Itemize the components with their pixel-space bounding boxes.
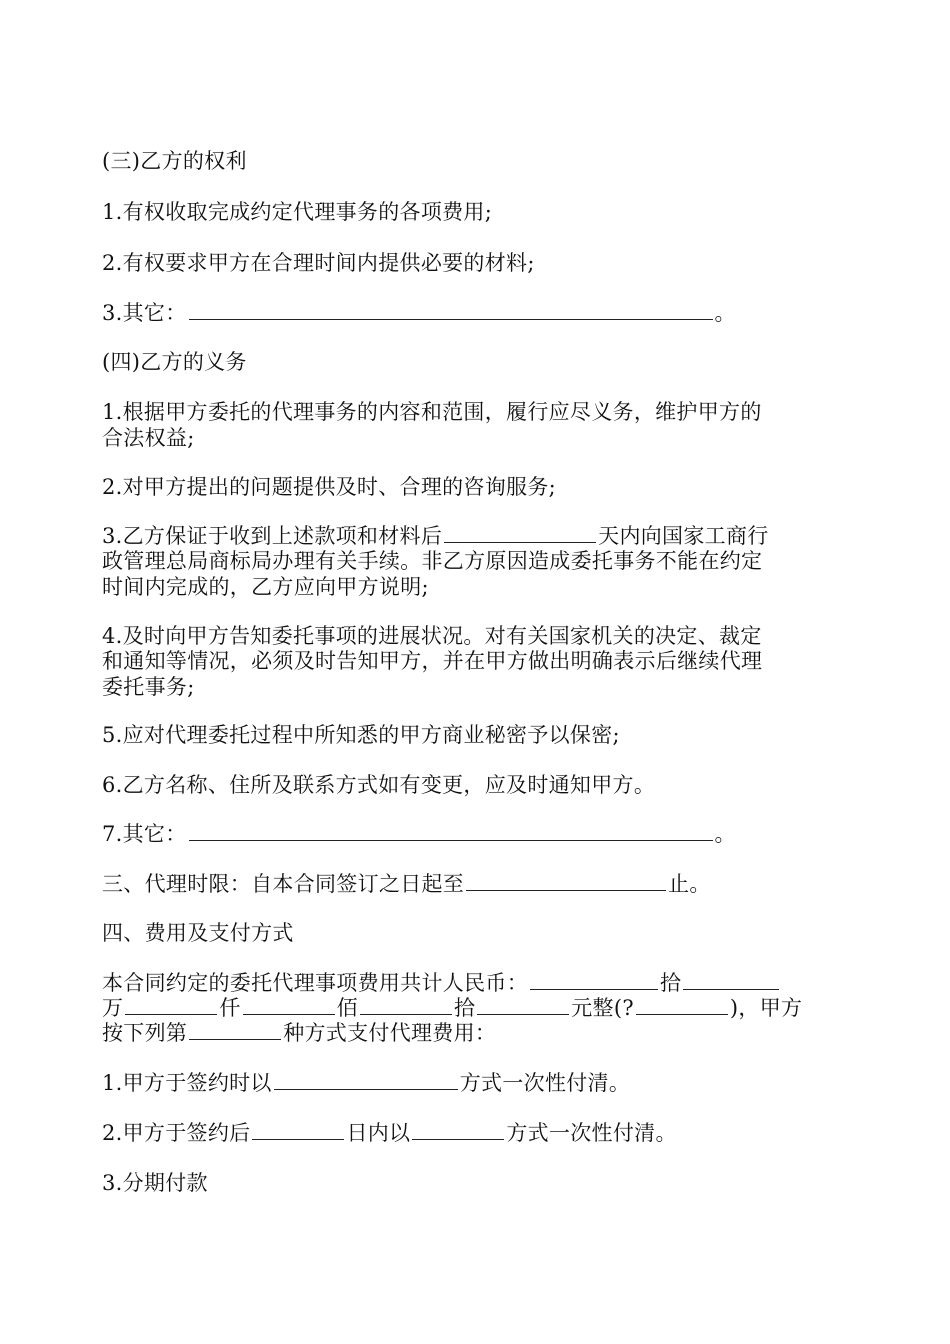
text: 佰 xyxy=(336,996,358,1020)
rights-item-3 xyxy=(102,300,736,326)
section-heading-duties xyxy=(102,349,247,375)
duties-item-4-line-1 xyxy=(102,623,762,649)
blank-field[interactable] xyxy=(189,301,713,320)
duties-item-1-line-1 xyxy=(102,399,762,425)
payment-option-3 xyxy=(102,1170,208,1196)
text: 3.分期付款 xyxy=(102,1171,208,1195)
text: 1.甲方于签约时以 xyxy=(102,1071,272,1095)
fees-paragraph-line-1 xyxy=(102,970,781,996)
blank-field[interactable] xyxy=(466,872,666,891)
text: 委托事务; xyxy=(102,675,195,699)
text: 1.根据甲方委托的代理事务的内容和范围，履行应尽义务，维护甲方的 xyxy=(102,400,762,424)
text: 7.其它： xyxy=(102,822,187,846)
text: 2.甲方于签约后 xyxy=(102,1121,251,1145)
blank-field[interactable] xyxy=(252,1121,344,1140)
term-clause xyxy=(102,871,711,897)
text: (三)乙方的权利 xyxy=(102,149,247,173)
text: 拾 xyxy=(453,996,476,1020)
blank-field[interactable] xyxy=(274,1071,458,1090)
text: 止。 xyxy=(668,872,711,896)
text: 按下列第 xyxy=(102,1021,188,1045)
duties-item-7 xyxy=(102,821,736,847)
text: )，甲方 xyxy=(729,996,803,1020)
text: 2.有权要求甲方在合理时间内提供必要的材料; xyxy=(102,251,535,275)
rights-item-2 xyxy=(102,250,535,276)
text: 。 xyxy=(714,301,736,325)
text: 天内向国家工商行 xyxy=(598,524,769,548)
duties-item-4-line-2 xyxy=(102,648,762,674)
text: 拾 xyxy=(660,971,682,995)
blank-field[interactable] xyxy=(683,971,779,990)
blank-field[interactable] xyxy=(189,1021,281,1040)
blank-field[interactable] xyxy=(444,524,596,543)
section-heading-fees xyxy=(102,920,294,946)
text: 合法权益; xyxy=(102,426,195,450)
text: 1.有权收取完成约定代理事务的各项费用; xyxy=(102,200,493,224)
text: 政管理总局商标局办理有关手续。非乙方原因造成委托事务不能在约定 xyxy=(102,549,763,573)
duties-item-3-line-2 xyxy=(102,548,762,574)
text: 2.对甲方提出的问题提供及时、合理的咨询服务; xyxy=(102,475,557,499)
text: 6.乙方名称、住所及联系方式如有变更，应及时通知甲方。 xyxy=(102,773,656,797)
text: 日内以 xyxy=(346,1121,411,1145)
text: 5.应对代理委托过程中所知悉的甲方商业秘密予以保密; xyxy=(102,723,620,747)
text: 种方式支付代理费用： xyxy=(283,1021,497,1045)
text: 仟 xyxy=(219,996,241,1020)
rights-item-1 xyxy=(102,199,492,225)
duties-item-6 xyxy=(102,772,655,798)
text: (四)乙方的义务 xyxy=(102,350,247,374)
text: 。 xyxy=(714,822,736,846)
blank-field[interactable] xyxy=(360,996,452,1015)
blank-field[interactable] xyxy=(125,996,217,1015)
text: 方式一次性付清。 xyxy=(459,1071,631,1095)
duties-item-3-line-3 xyxy=(102,574,429,600)
text: 本合同约定的委托代理事项费用共计人民币： xyxy=(102,971,528,995)
text: 4.及时向甲方告知委托事项的进展状况。对有关国家机关的决定、裁定 xyxy=(102,624,762,648)
text: 时间内完成的，乙方应向甲方说明; xyxy=(102,575,429,599)
text: 3.其它： xyxy=(102,301,187,325)
duties-item-2 xyxy=(102,474,556,500)
text: 和通知等情况，必须及时告知甲方，并在甲方做出明确表示后继续代理 xyxy=(102,649,763,673)
text: 四、费用及支付方式 xyxy=(102,921,294,945)
duties-item-1-line-2 xyxy=(102,425,195,451)
blank-field[interactable] xyxy=(636,996,728,1015)
text: 三、代理时限：自本合同签订之日起至 xyxy=(102,872,465,896)
duties-item-3-line-1 xyxy=(102,523,769,549)
blank-field[interactable] xyxy=(189,822,713,841)
blank-field[interactable] xyxy=(477,996,569,1015)
text: 元整(? xyxy=(571,996,634,1020)
blank-field[interactable] xyxy=(412,1121,504,1140)
blank-field[interactable] xyxy=(530,971,658,990)
text: 3.乙方保证于收到上述款项和材料后 xyxy=(102,524,443,548)
payment-option-1 xyxy=(102,1070,630,1096)
text: 方式一次性付清。 xyxy=(506,1121,677,1145)
duties-item-5 xyxy=(102,722,620,748)
fees-paragraph-line-2 xyxy=(102,995,802,1021)
section-heading-rights xyxy=(102,148,247,174)
fees-paragraph-line-3 xyxy=(102,1020,496,1046)
text: 万 xyxy=(102,996,124,1020)
payment-option-2 xyxy=(102,1120,677,1146)
duties-item-4-line-3 xyxy=(102,674,195,700)
blank-field[interactable] xyxy=(243,996,335,1015)
